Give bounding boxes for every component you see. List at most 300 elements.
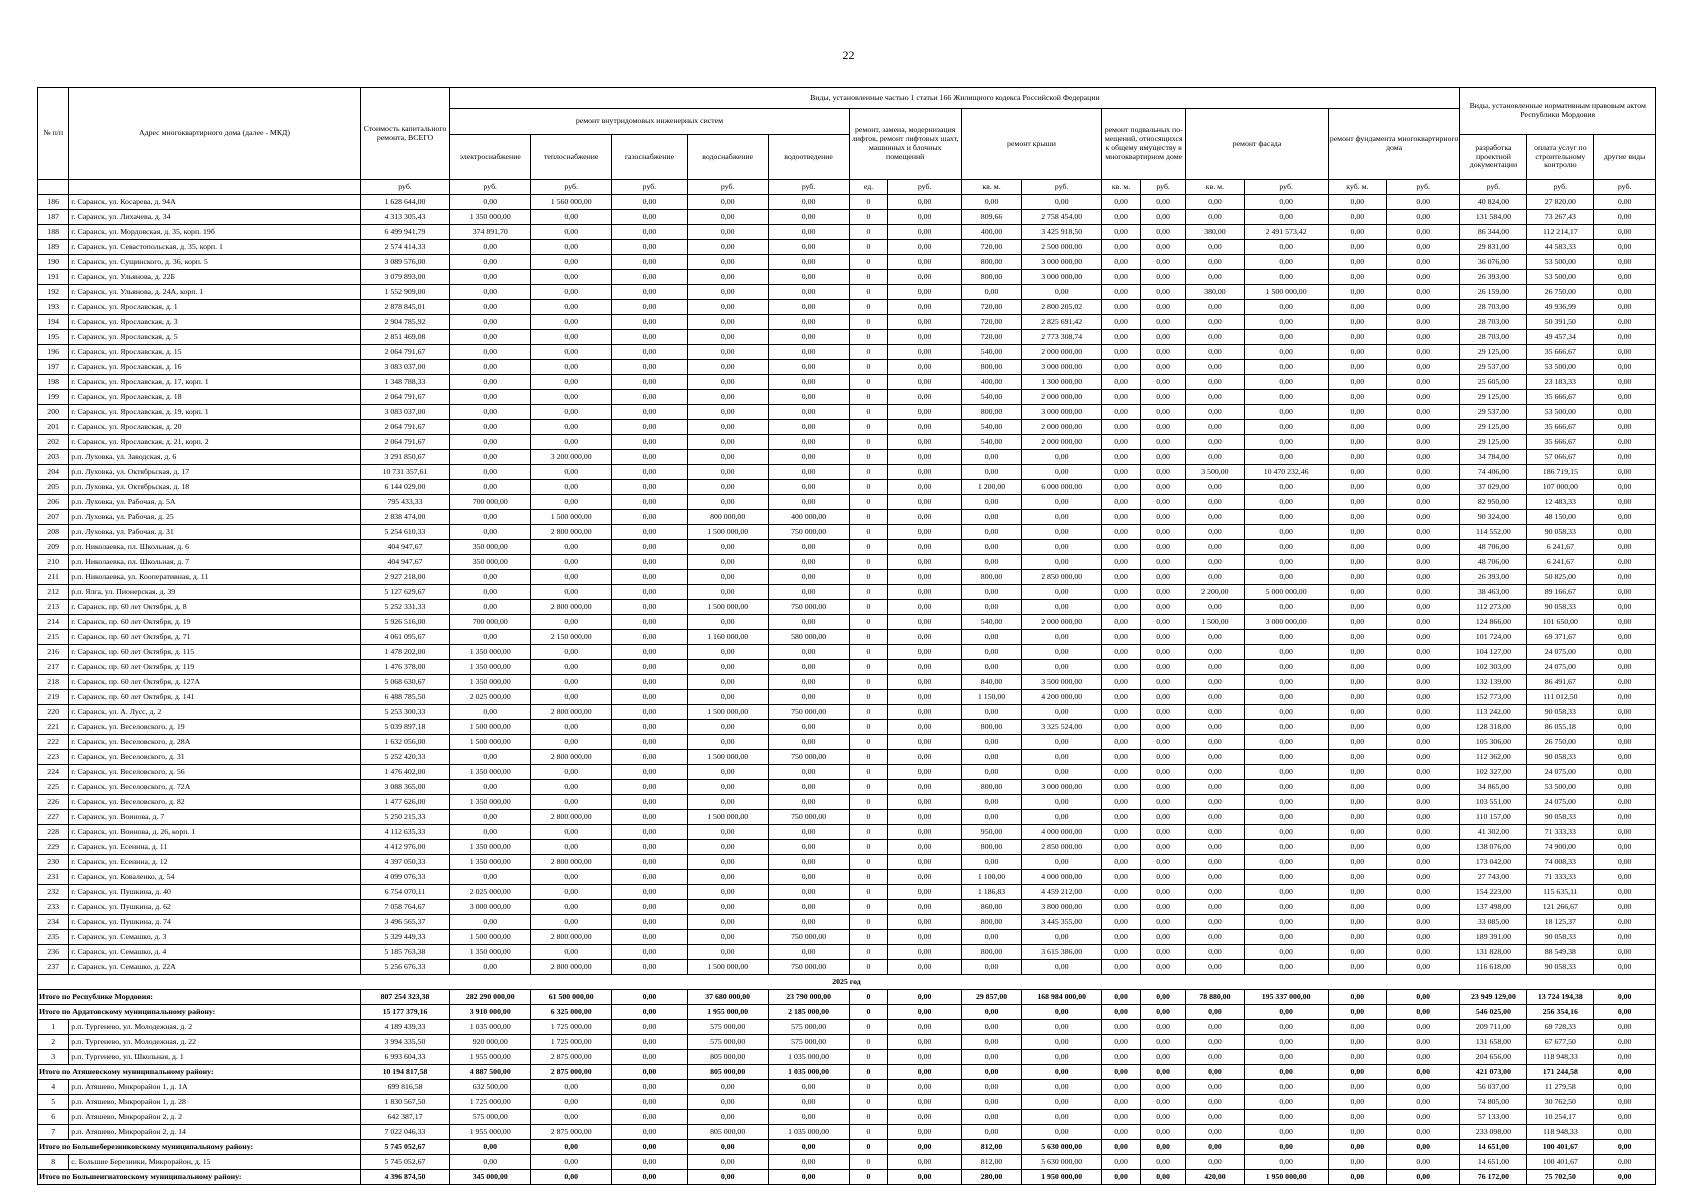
value-cell: 0,00 bbox=[768, 420, 849, 435]
value-cell: 0,00 bbox=[961, 465, 1021, 480]
value-cell: 36 076,00 bbox=[1460, 255, 1527, 270]
value-cell: 0,00 bbox=[687, 945, 768, 960]
value-cell: 90 058,33 bbox=[1527, 525, 1594, 540]
row-number: 235 bbox=[38, 930, 69, 945]
subtotal-cell: 0,00 bbox=[1594, 1005, 1656, 1020]
value-cell: 0,00 bbox=[531, 780, 612, 795]
value-cell: 0,00 bbox=[1102, 1125, 1141, 1140]
subtotal-cell: 168 984 000,00 bbox=[1022, 990, 1102, 1005]
row-number: 191 bbox=[38, 270, 69, 285]
value-cell: 0,00 bbox=[531, 345, 612, 360]
value-cell: 1 500 000,00 bbox=[450, 930, 531, 945]
row-number: 208 bbox=[38, 525, 69, 540]
value-cell: 82 950,00 bbox=[1460, 495, 1527, 510]
value-cell: 0,00 bbox=[1102, 795, 1141, 810]
subtotal-cell: 37 680 000,00 bbox=[687, 990, 768, 1005]
value-cell: 0,00 bbox=[612, 690, 688, 705]
value-cell: 0,00 bbox=[450, 360, 531, 375]
value-cell: 0,00 bbox=[768, 300, 849, 315]
subtotal-cell: 0,00 bbox=[612, 1005, 688, 1020]
value-cell: 0,00 bbox=[1244, 960, 1328, 975]
address-cell: г. Саранск, ул. Лихачева, д. 34 bbox=[69, 210, 360, 225]
value-cell: 0,00 bbox=[888, 840, 961, 855]
value-cell: 0,00 bbox=[1328, 870, 1386, 885]
value-cell: 0,00 bbox=[1387, 405, 1460, 420]
value-cell: 24 075,00 bbox=[1527, 765, 1594, 780]
row-number: 196 bbox=[38, 345, 69, 360]
value-cell: 0,00 bbox=[687, 555, 768, 570]
value-cell: 0,00 bbox=[1387, 360, 1460, 375]
value-cell: 0 bbox=[849, 765, 888, 780]
subtotal-cell: 0,00 bbox=[1102, 1170, 1141, 1185]
subtotal-cell: 420,00 bbox=[1186, 1170, 1244, 1185]
value-cell: 3 079 893,00 bbox=[360, 270, 450, 285]
value-cell: 0,00 bbox=[1594, 840, 1656, 855]
address-cell: р.п. Атяшево, Микрорайон 1, д. 28 bbox=[69, 1095, 360, 1110]
value-cell: 0,00 bbox=[888, 885, 961, 900]
value-cell: 0 bbox=[849, 405, 888, 420]
value-cell: 0,00 bbox=[1140, 1155, 1185, 1170]
value-cell: 0,00 bbox=[612, 1110, 688, 1125]
value-cell: 1 350 000,00 bbox=[450, 645, 531, 660]
row-number: 230 bbox=[38, 855, 69, 870]
unit-cell: руб. bbox=[1140, 180, 1185, 195]
value-cell: 0,00 bbox=[888, 570, 961, 585]
value-cell: 2 150 000,00 bbox=[531, 630, 612, 645]
value-cell: 2 000 000,00 bbox=[1022, 615, 1102, 630]
value-cell: 50 825,00 bbox=[1527, 570, 1594, 585]
value-cell: 0,00 bbox=[961, 1050, 1021, 1065]
value-cell: 0,00 bbox=[1186, 1050, 1244, 1065]
value-cell: 0,00 bbox=[1328, 360, 1386, 375]
value-cell: 0,00 bbox=[1244, 495, 1328, 510]
value-cell: 0,00 bbox=[768, 690, 849, 705]
value-cell: 0,00 bbox=[687, 1155, 768, 1170]
address-cell: р.п. Тургенево, ул. Молодежная, д. 22 bbox=[69, 1035, 360, 1050]
value-cell: 2 878 845,01 bbox=[360, 300, 450, 315]
value-cell: 0,00 bbox=[531, 570, 612, 585]
value-cell: 0,00 bbox=[612, 1050, 688, 1065]
value-cell: 2 025 000,00 bbox=[450, 690, 531, 705]
value-cell: 0,00 bbox=[612, 750, 688, 765]
value-cell: 186 719,15 bbox=[1527, 465, 1594, 480]
value-cell: 0 bbox=[849, 930, 888, 945]
value-cell: 0,00 bbox=[1140, 225, 1185, 240]
value-cell: 0 bbox=[849, 960, 888, 975]
value-cell: 0 bbox=[849, 600, 888, 615]
table-row bbox=[38, 195, 1656, 210]
address-cell: г. Саранск, ул. Сущинского, д. 36, корп. 5 bbox=[69, 255, 360, 270]
value-cell: 0,00 bbox=[768, 465, 849, 480]
value-cell: 0,00 bbox=[1140, 405, 1185, 420]
value-cell: 0,00 bbox=[1140, 930, 1185, 945]
value-cell: 90 058,33 bbox=[1527, 600, 1594, 615]
value-cell: 0,00 bbox=[1328, 510, 1386, 525]
table-row bbox=[38, 525, 1656, 540]
header-facade: ремонт фасада bbox=[1186, 109, 1328, 180]
value-cell: 0,00 bbox=[1102, 360, 1141, 375]
value-cell: 86 055,18 bbox=[1527, 720, 1594, 735]
value-cell: 28 703,00 bbox=[1460, 330, 1527, 345]
value-cell: 0,00 bbox=[612, 375, 688, 390]
value-cell: 0,00 bbox=[1244, 345, 1328, 360]
row-number: 219 bbox=[38, 690, 69, 705]
value-cell: 0,00 bbox=[1328, 825, 1386, 840]
value-cell: 3 500,00 bbox=[1186, 465, 1244, 480]
value-cell: 0 bbox=[849, 735, 888, 750]
value-cell: 26 393,00 bbox=[1460, 570, 1527, 585]
value-cell: 0,00 bbox=[612, 960, 688, 975]
value-cell: 0 bbox=[849, 1020, 888, 1035]
value-cell: 0,00 bbox=[888, 630, 961, 645]
value-cell: 0,00 bbox=[1140, 375, 1185, 390]
value-cell: 0,00 bbox=[1022, 645, 1102, 660]
table-row bbox=[38, 1050, 1656, 1065]
value-cell: 0,00 bbox=[1102, 690, 1141, 705]
value-cell: 1 350 000,00 bbox=[450, 210, 531, 225]
value-cell: 0,00 bbox=[888, 1035, 961, 1050]
table-row bbox=[38, 780, 1656, 795]
value-cell: 2 800 000,00 bbox=[531, 960, 612, 975]
value-cell: 1 500,00 bbox=[1186, 615, 1244, 630]
value-cell: 0,00 bbox=[1244, 555, 1328, 570]
subtotal-label: Итого по Республике Мордовия: bbox=[38, 990, 361, 1005]
value-cell: 0,00 bbox=[1186, 840, 1244, 855]
address-cell: г. Саранск, ул. Пушкина, д. 40 bbox=[69, 885, 360, 900]
value-cell: 0,00 bbox=[768, 720, 849, 735]
value-cell: 0,00 bbox=[1594, 765, 1656, 780]
value-cell: 0,00 bbox=[1186, 600, 1244, 615]
value-cell: 0,00 bbox=[1102, 855, 1141, 870]
row-number: 197 bbox=[38, 360, 69, 375]
value-cell: 0,00 bbox=[450, 960, 531, 975]
value-cell: 2 850 000,00 bbox=[1022, 570, 1102, 585]
row-number: 2 bbox=[38, 1035, 69, 1050]
address-cell: г. Саранск, ул. Ярославская, д. 5 bbox=[69, 330, 360, 345]
value-cell: 0,00 bbox=[1102, 1080, 1141, 1095]
value-cell: 0,00 bbox=[1140, 420, 1185, 435]
value-cell: 0,00 bbox=[961, 1125, 1021, 1140]
value-cell: 860,00 bbox=[961, 900, 1021, 915]
value-cell: 0,00 bbox=[888, 675, 961, 690]
value-cell: 90 058,33 bbox=[1527, 810, 1594, 825]
value-cell: 0,00 bbox=[450, 315, 531, 330]
value-cell: 0 bbox=[849, 555, 888, 570]
value-cell: 0,00 bbox=[1244, 1095, 1328, 1110]
value-cell: 0,00 bbox=[1594, 270, 1656, 285]
value-cell: 0,00 bbox=[1387, 615, 1460, 630]
value-cell: 131 658,00 bbox=[1460, 1035, 1527, 1050]
value-cell: 0,00 bbox=[612, 450, 688, 465]
value-cell: 35 666,67 bbox=[1527, 345, 1594, 360]
value-cell: 0,00 bbox=[888, 480, 961, 495]
value-cell: 0,00 bbox=[1102, 1095, 1141, 1110]
value-cell: 0,00 bbox=[1594, 750, 1656, 765]
value-cell: 0,00 bbox=[531, 840, 612, 855]
table-row bbox=[38, 1080, 1656, 1095]
table-row bbox=[38, 735, 1656, 750]
table-row bbox=[38, 225, 1656, 240]
value-cell: 0,00 bbox=[1140, 855, 1185, 870]
value-cell: 71 333,33 bbox=[1527, 825, 1594, 840]
value-cell: 0,00 bbox=[768, 360, 849, 375]
subtotal-cell: 0,00 bbox=[1140, 1140, 1185, 1155]
value-cell: 0,00 bbox=[1328, 735, 1386, 750]
value-cell: 0,00 bbox=[612, 600, 688, 615]
value-cell: 0,00 bbox=[687, 255, 768, 270]
value-cell: 2 064 791,67 bbox=[360, 390, 450, 405]
value-cell: 0,00 bbox=[961, 510, 1021, 525]
value-cell: 0,00 bbox=[612, 1080, 688, 1095]
value-cell: 0,00 bbox=[888, 735, 961, 750]
value-cell: 0,00 bbox=[531, 270, 612, 285]
value-cell: 0,00 bbox=[1328, 930, 1386, 945]
value-cell: 1 476 378,00 bbox=[360, 660, 450, 675]
value-cell: 0,00 bbox=[1387, 885, 1460, 900]
address-cell: р.п. Атяшево, Микрорайон 2, д. 2 bbox=[69, 1110, 360, 1125]
value-cell: 6 241,67 bbox=[1527, 555, 1594, 570]
value-cell: 5 068 630,67 bbox=[360, 675, 450, 690]
value-cell: 0,00 bbox=[1387, 555, 1460, 570]
value-cell: 0,00 bbox=[1244, 330, 1328, 345]
value-cell: 23 183,33 bbox=[1527, 375, 1594, 390]
value-cell: 0,00 bbox=[1594, 345, 1656, 360]
value-cell: 0,00 bbox=[612, 660, 688, 675]
value-cell: 750 000,00 bbox=[768, 810, 849, 825]
value-cell: 0,00 bbox=[1328, 750, 1386, 765]
subtotal-cell: 0 bbox=[849, 1065, 888, 1080]
value-cell: 0,00 bbox=[888, 945, 961, 960]
value-cell: 0,00 bbox=[687, 1080, 768, 1095]
value-cell: 0,00 bbox=[768, 660, 849, 675]
value-cell: 0,00 bbox=[1140, 645, 1185, 660]
value-cell: 575 000,00 bbox=[687, 1020, 768, 1035]
value-cell: 0,00 bbox=[888, 720, 961, 735]
value-cell: 0,00 bbox=[687, 540, 768, 555]
value-cell: 0,00 bbox=[531, 1155, 612, 1170]
value-cell: 103 551,00 bbox=[1460, 795, 1527, 810]
table-row bbox=[38, 555, 1656, 570]
value-cell: 0,00 bbox=[1594, 915, 1656, 930]
value-cell: 128 318,00 bbox=[1460, 720, 1527, 735]
value-cell: 118 948,33 bbox=[1527, 1125, 1594, 1140]
value-cell: 0,00 bbox=[1022, 1095, 1102, 1110]
value-cell: 35 666,67 bbox=[1527, 420, 1594, 435]
value-cell: 0,00 bbox=[1387, 195, 1460, 210]
value-cell: 0,00 bbox=[768, 1155, 849, 1170]
address-cell: г. Саранск, ул. Ярославская, д. 16 bbox=[69, 360, 360, 375]
value-cell: 0,00 bbox=[1594, 435, 1656, 450]
value-cell: 0,00 bbox=[612, 1020, 688, 1035]
value-cell: 0,00 bbox=[1594, 1020, 1656, 1035]
value-cell: 0,00 bbox=[1328, 330, 1386, 345]
value-cell: 2 800 000,00 bbox=[531, 600, 612, 615]
subtotal-cell: 0,00 bbox=[1102, 1065, 1141, 1080]
value-cell: 0,00 bbox=[1328, 525, 1386, 540]
value-cell: 26 750,00 bbox=[1527, 735, 1594, 750]
value-cell: 2 800 000,00 bbox=[531, 525, 612, 540]
value-cell: 0,00 bbox=[1140, 360, 1185, 375]
value-cell: 3 500 000,00 bbox=[1022, 675, 1102, 690]
value-cell: 0,00 bbox=[1102, 540, 1141, 555]
value-cell: 0 bbox=[849, 615, 888, 630]
value-cell: 0,00 bbox=[1102, 210, 1141, 225]
value-cell: 0,00 bbox=[1186, 300, 1244, 315]
value-cell: 0,00 bbox=[961, 1095, 1021, 1110]
value-cell: 0,00 bbox=[1387, 225, 1460, 240]
value-cell: 0,00 bbox=[888, 465, 961, 480]
row-number: 193 bbox=[38, 300, 69, 315]
address-cell: г. Саранск, ул. А. Лусс, д. 2 bbox=[69, 705, 360, 720]
value-cell: 90 324,00 bbox=[1460, 510, 1527, 525]
value-cell: 0,00 bbox=[888, 1110, 961, 1125]
row-number: 234 bbox=[38, 915, 69, 930]
table-row bbox=[38, 855, 1656, 870]
value-cell: 0,00 bbox=[1102, 945, 1141, 960]
value-cell: 1 100,00 bbox=[961, 870, 1021, 885]
subtotal-cell: 0,00 bbox=[1387, 1065, 1460, 1080]
value-cell: 0,00 bbox=[888, 1155, 961, 1170]
value-cell: 0,00 bbox=[1186, 480, 1244, 495]
value-cell: 29 537,00 bbox=[1460, 360, 1527, 375]
value-cell: 0,00 bbox=[1328, 570, 1386, 585]
value-cell: 5 185 763,38 bbox=[360, 945, 450, 960]
row-number: 229 bbox=[38, 840, 69, 855]
value-cell: 0,00 bbox=[768, 915, 849, 930]
value-cell: 0,00 bbox=[1244, 675, 1328, 690]
value-cell: 0,00 bbox=[687, 480, 768, 495]
value-cell: 0,00 bbox=[687, 795, 768, 810]
value-cell: 0,00 bbox=[1387, 1080, 1460, 1095]
value-cell: 1 725 000,00 bbox=[450, 1095, 531, 1110]
value-cell: 1 477 626,00 bbox=[360, 795, 450, 810]
unit-cell: кв. м. bbox=[961, 180, 1021, 195]
value-cell: 0,00 bbox=[1140, 945, 1185, 960]
value-cell: 24 075,00 bbox=[1527, 645, 1594, 660]
value-cell: 800 000,00 bbox=[687, 510, 768, 525]
value-cell: 0,00 bbox=[1244, 195, 1328, 210]
value-cell: 0,00 bbox=[1022, 1125, 1102, 1140]
subtotal-cell: 3 910 000,00 bbox=[450, 1005, 531, 1020]
value-cell: 0,00 bbox=[1594, 540, 1656, 555]
value-cell: 189 391,00 bbox=[1460, 930, 1527, 945]
value-cell: 0,00 bbox=[1186, 315, 1244, 330]
value-cell: 53 500,00 bbox=[1527, 270, 1594, 285]
value-cell: 3 000 000,00 bbox=[1244, 615, 1328, 630]
value-cell: 0,00 bbox=[1140, 720, 1185, 735]
value-cell: 0 bbox=[849, 870, 888, 885]
value-cell: 3 000 000,00 bbox=[1022, 270, 1102, 285]
value-cell: 0,00 bbox=[1140, 780, 1185, 795]
value-cell: 0,00 bbox=[1102, 870, 1141, 885]
table-body bbox=[38, 195, 1656, 1185]
address-cell: г. Саранск, пр. 60 лет Октября, д. 19 bbox=[69, 615, 360, 630]
unit-cell-empty bbox=[69, 180, 360, 195]
table-row bbox=[38, 435, 1656, 450]
value-cell: 400,00 bbox=[961, 375, 1021, 390]
value-cell: 0,00 bbox=[1102, 720, 1141, 735]
table-row bbox=[38, 600, 1656, 615]
value-cell: 0,00 bbox=[450, 810, 531, 825]
subtotal-cell: 1 950 000,00 bbox=[1244, 1170, 1328, 1185]
table-row bbox=[38, 690, 1656, 705]
value-cell: 350 000,00 bbox=[450, 540, 531, 555]
value-cell: 0,00 bbox=[1594, 945, 1656, 960]
value-cell: 0,00 bbox=[612, 810, 688, 825]
value-cell: 48 150,00 bbox=[1527, 510, 1594, 525]
value-cell: 3 496 565,37 bbox=[360, 915, 450, 930]
subtotal-cell: 0,00 bbox=[687, 1140, 768, 1155]
value-cell: 0,00 bbox=[612, 1035, 688, 1050]
value-cell: 0,00 bbox=[768, 645, 849, 660]
value-cell: 0,00 bbox=[1140, 465, 1185, 480]
table-row bbox=[38, 405, 1656, 420]
address-cell: г. Саранск, ул. Есенина, д. 12 bbox=[69, 855, 360, 870]
value-cell: 2 838 474,00 bbox=[360, 510, 450, 525]
subtotal-cell: 5 745 052,67 bbox=[360, 1140, 450, 1155]
value-cell: 101 650,00 bbox=[1527, 615, 1594, 630]
value-cell: 2 800 000,00 bbox=[531, 930, 612, 945]
value-cell: 0,00 bbox=[612, 270, 688, 285]
value-cell: 90 058,33 bbox=[1527, 930, 1594, 945]
table-row bbox=[38, 255, 1656, 270]
value-cell: 0 bbox=[849, 345, 888, 360]
value-cell: 0,00 bbox=[888, 615, 961, 630]
value-cell: 0 bbox=[849, 330, 888, 345]
value-cell: 0 bbox=[849, 690, 888, 705]
address-cell: г. Саранск, ул. Семашко, д. 22А bbox=[69, 960, 360, 975]
value-cell: 0,00 bbox=[1594, 825, 1656, 840]
value-cell: 0,00 bbox=[1140, 240, 1185, 255]
value-cell: 0,00 bbox=[1594, 315, 1656, 330]
value-cell: 750 000,00 bbox=[768, 600, 849, 615]
value-cell: 0,00 bbox=[687, 840, 768, 855]
value-cell: 0,00 bbox=[1186, 495, 1244, 510]
value-cell: 4 313 305,43 bbox=[360, 210, 450, 225]
value-cell: 7 058 764,67 bbox=[360, 900, 450, 915]
value-cell: 0,00 bbox=[1387, 1110, 1460, 1125]
value-cell: 0,00 bbox=[1244, 915, 1328, 930]
value-cell: 800,00 bbox=[961, 945, 1021, 960]
row-number: 210 bbox=[38, 555, 69, 570]
value-cell: 0,00 bbox=[961, 855, 1021, 870]
value-cell: 0,00 bbox=[1244, 1020, 1328, 1035]
value-cell: 74 805,00 bbox=[1460, 1095, 1527, 1110]
value-cell: 3 800 000,00 bbox=[1022, 900, 1102, 915]
value-cell: 0,00 bbox=[612, 570, 688, 585]
table-row bbox=[38, 675, 1656, 690]
value-cell: 0,00 bbox=[687, 390, 768, 405]
table-row bbox=[38, 360, 1656, 375]
value-cell: 540,00 bbox=[961, 390, 1021, 405]
value-cell: 4 099 076,33 bbox=[360, 870, 450, 885]
value-cell: 0,00 bbox=[531, 420, 612, 435]
value-cell: 90 058,33 bbox=[1527, 750, 1594, 765]
value-cell: 0,00 bbox=[1328, 855, 1386, 870]
value-cell: 0,00 bbox=[612, 780, 688, 795]
value-cell: 0,00 bbox=[1186, 435, 1244, 450]
value-cell: 0,00 bbox=[1244, 300, 1328, 315]
table-row bbox=[38, 240, 1656, 255]
value-cell: 1 500 000,00 bbox=[450, 735, 531, 750]
subtotal-cell: 0,00 bbox=[1102, 990, 1141, 1005]
subtotal-cell: 807 254 323,38 bbox=[360, 990, 450, 1005]
table-row bbox=[38, 375, 1656, 390]
value-cell: 0,00 bbox=[450, 300, 531, 315]
value-cell: 0,00 bbox=[531, 555, 612, 570]
value-cell: 0,00 bbox=[450, 390, 531, 405]
value-cell: 0,00 bbox=[1102, 585, 1141, 600]
